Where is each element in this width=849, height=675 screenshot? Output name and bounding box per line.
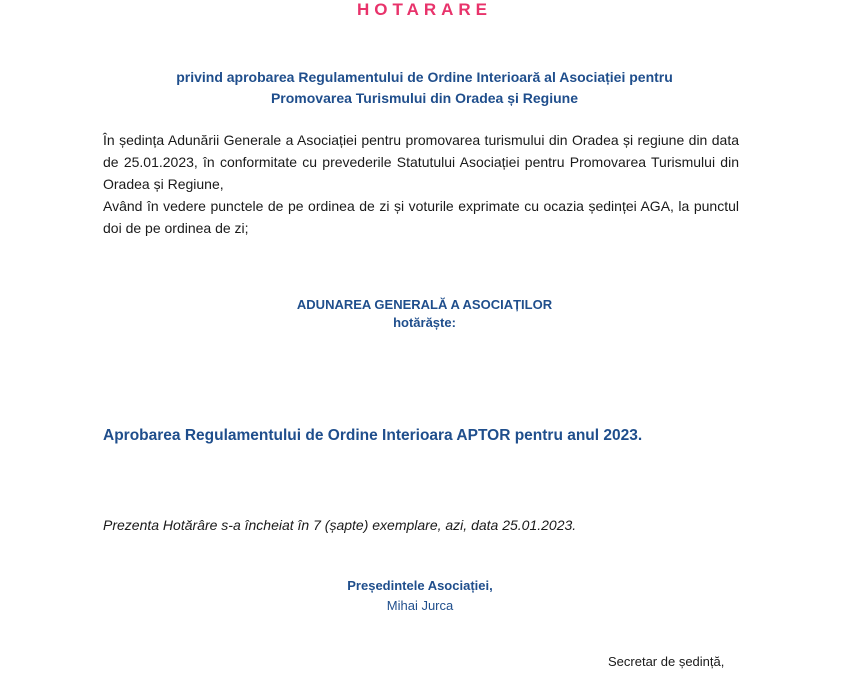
assembly-decides: hotărăște: [393, 315, 456, 330]
document-subtitle [0, 67, 849, 109]
document-title: HOTARARE [356, 0, 493, 19]
subtitle-line-2: Promovarea Turismului din Oradea și Regiune [270, 90, 579, 106]
closing-statement: Prezenta Hotărâre s-a încheiat în 7 (șapte) exemplare, azi, data 25.01.2023. [103, 517, 577, 533]
intro-paragraph-1: În ședința Adunării Generale a Asociației pentru promovarea turismului din Oradea și regiune din data de 25.01.2023, în conformitate cu prevederile Statutului Asociației pentru Promovarea Turismului din Oradea și Regiune, [103, 132, 739, 192]
president-name: Mihai Jurca [386, 598, 454, 613]
secretary-role: Secretar de ședință, [608, 654, 725, 669]
secretary-signature-block [608, 652, 808, 672]
intro-paragraph-2: Având în vedere punctele de pe ordinea de zi și voturile exprimate cu ocazia ședinței AGA, la punctul doi de pe ordinea de zi; [103, 198, 739, 236]
president-role: Președintele Asociației, [347, 578, 493, 593]
assembly-heading [0, 296, 849, 332]
assembly-name: ADUNAREA GENERALĂ A ASOCIAȚILOR [296, 297, 553, 312]
intro-section [103, 129, 739, 239]
decision-text: Aprobarea Regulamentului de Ordine Interioara APTOR pentru anul 2023. [103, 427, 643, 444]
subtitle-line-1: privind aprobarea Regulamentului de Ordine Interioară al Asociației pentru [176, 69, 673, 85]
president-signature-block [300, 576, 540, 616]
